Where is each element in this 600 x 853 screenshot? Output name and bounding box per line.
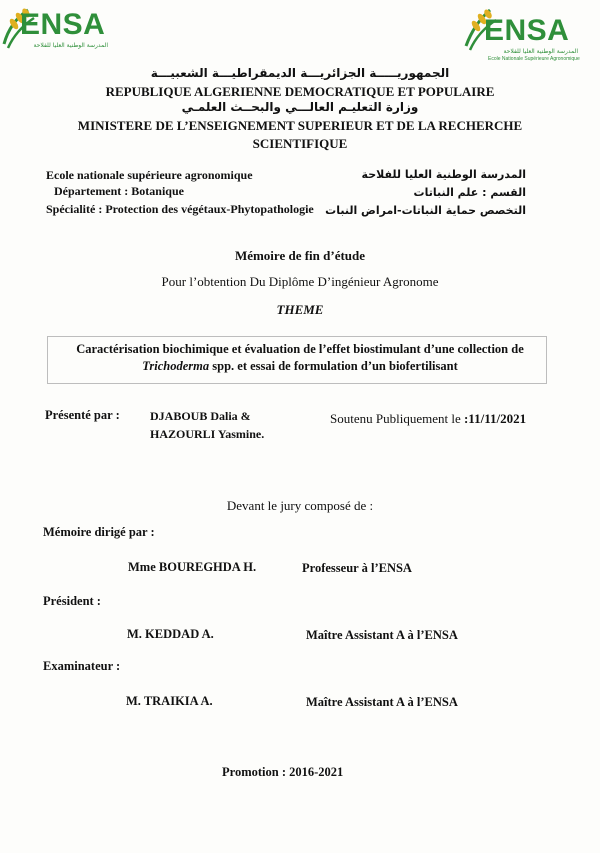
presented-label: Présenté par :	[45, 408, 120, 422]
republic-arabic: الجمهوريـــــة الجزائريـــة الديمقراطيـــة الشعبيـــة	[150, 66, 450, 80]
theme-line-1: Caractérisation biochimique et évaluation de l’effet biostimulant d’une collection de	[76, 342, 524, 356]
ministry-arabic: وزارة التعليـم العالـــي والبحــث العلمـي	[181, 100, 419, 114]
director-title: Professeur à l’ENSA	[302, 561, 412, 575]
examiner-name: M. TRAIKIA A.	[126, 694, 213, 708]
author-2: HAZOURLI Yasmine.	[150, 427, 265, 441]
logo-right-name: ENSA	[484, 14, 570, 47]
department-arabic: القسم : علم النباتات	[413, 186, 526, 199]
defense-line	[330, 411, 526, 427]
examiner-label: Examinateur :	[43, 659, 121, 673]
president-title: Maître Assistant A à l’ENSA	[306, 628, 458, 642]
memoire-title: Mémoire de fin d’étude	[234, 248, 366, 263]
logo-right-arabic: المدرسة الوطنية العليا للفلاحة	[503, 48, 578, 55]
director-name: Mme BOUREGHDA H.	[128, 560, 257, 574]
ensa-logo-right	[460, 4, 600, 64]
specialty-arabic: التخصص حماية النباتات-امراض النبات	[325, 204, 526, 217]
department-french: Département : Botanique	[54, 184, 184, 198]
president-label: Président :	[43, 594, 101, 608]
president-name: M. KEDDAD A.	[127, 627, 214, 641]
logo-left-name: ENSA	[20, 8, 106, 41]
promotion: Promotion : 2016-2021	[222, 765, 344, 779]
theme-genus: Trichoderma	[142, 359, 210, 373]
examiner-title: Maître Assistant A à l’ENSA	[306, 695, 458, 709]
ministry-french-line1: MINISTERE DE L’ENSEIGNEMENT SUPERIEUR ET DE LA RECHERCHE	[77, 118, 523, 133]
specialty-french: Spécialité : Protection des végétaux-Phytopathologie	[46, 202, 314, 216]
logo-right-latin: Ecole Nationale Supérieure Agronomique	[488, 56, 580, 62]
school-french: Ecole nationale supérieure agronomique	[46, 168, 253, 182]
republic-french: REPUBLIQUE ALGERIENNE DEMOCRATIQUE ET POPULAIRE	[105, 84, 495, 99]
author-1: DJABOUB Dalia &	[150, 409, 251, 423]
theme-label: THEME	[276, 302, 324, 317]
director-label: Mémoire dirigé par :	[43, 525, 155, 539]
obtention-line: Pour l’obtention Du Diplôme D’ingénieur Agronome	[161, 274, 439, 289]
ministry-french-line2: SCIENTIFIQUE	[252, 136, 348, 151]
ensa-logo-left	[0, 4, 140, 64]
jury-intro: Devant le jury composé de :	[226, 498, 374, 513]
theme-line-2	[0, 359, 600, 374]
logo-left-arabic: المدرسة الوطنية العليا للفلاحة	[33, 42, 108, 49]
theme-line-2-rest: spp. et essai de formulation d’un biofertilisant	[209, 359, 458, 373]
defense-label: Soutenu Publiquement le	[330, 411, 464, 426]
defense-date: :11/11/2021	[463, 411, 527, 426]
school-arabic: المدرسة الوطنية العليا للفلاحة	[361, 168, 526, 181]
